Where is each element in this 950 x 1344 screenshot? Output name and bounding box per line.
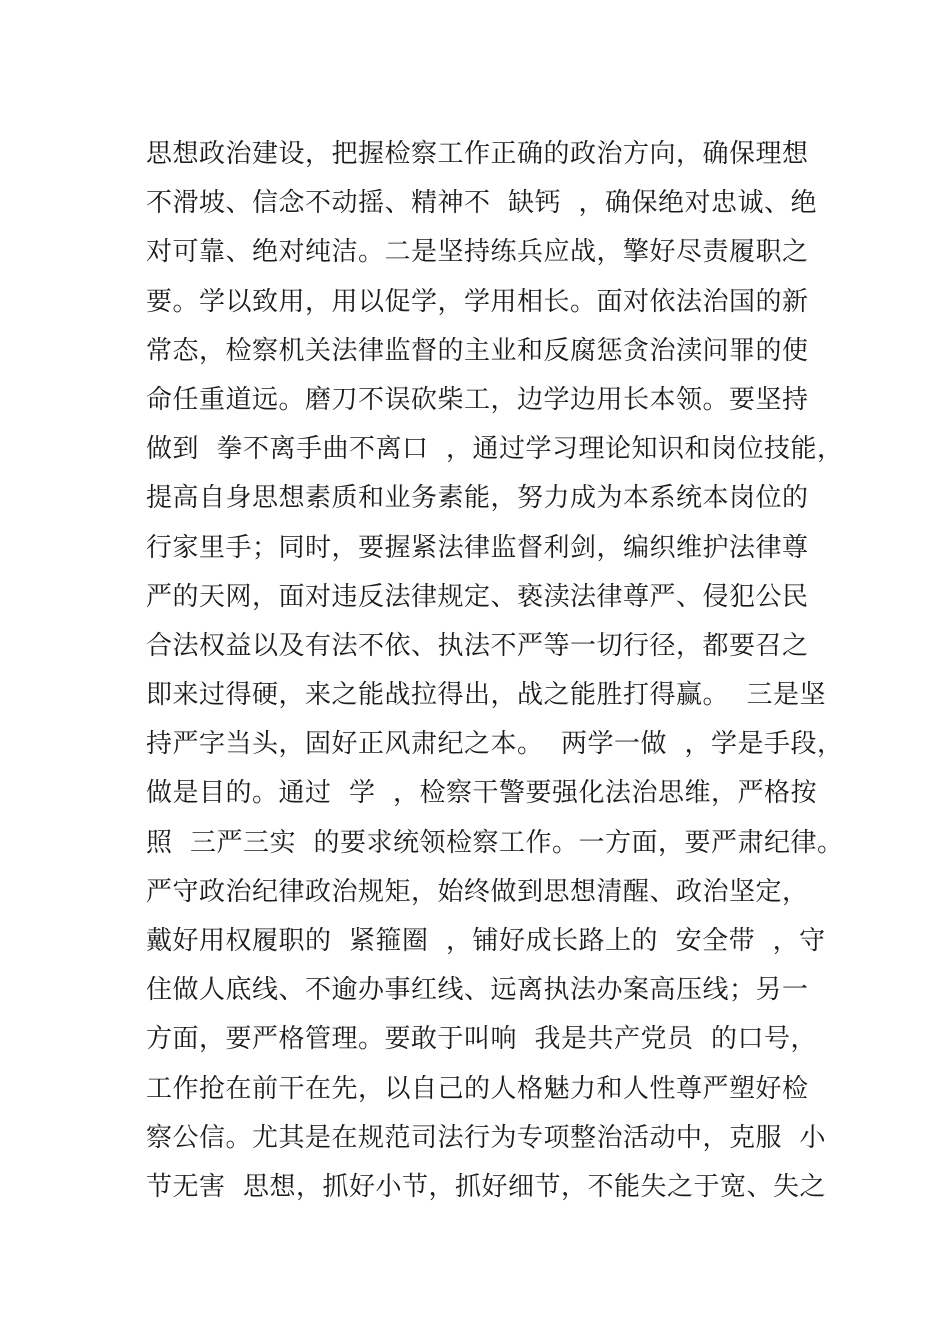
text-line: 合法权益以及有法不依、执法不严等一切行径，都要召之	[146, 630, 809, 661]
text-line: 方面，要严格管理。要敢于叫响 我是共产党员 的口号，	[146, 1024, 818, 1055]
text-line: 戴好用权履职的 紧箍圈 ，铺好成长路上的 安全带 ，守	[146, 926, 826, 956]
text-line: 行家里手；同时，要握紧法律监督利剑，编织维护法律尊	[146, 532, 809, 563]
text-line: 提高自身思想素质和业务素能，努力成为本系统本岗位的	[146, 483, 809, 514]
text-line: 即来过得硬，来之能战拉得出，战之能胜打得赢。 三是坚	[146, 680, 827, 711]
text-line: 严的天网，面对违反法律规定、亵渎法律尊严、侵犯公民	[146, 581, 809, 612]
text-line: 对可靠、绝对纯洁。二是坚持练兵应战，擎好尽责履职之	[146, 237, 809, 268]
text-line: 做到 拳不离手曲不离口 ，通过学习理论知识和岗位技能，	[146, 434, 844, 465]
text-line: 察公信。尤其是在规范司法行为专项整治活动中，克服 小	[146, 1122, 827, 1153]
text-line: 做是目的。通过 学 ，检察干警要强化法治思维，严格按	[146, 778, 818, 809]
text-line: 工作抢在前干在先，以自己的人格魅力和人性尊严塑好检	[146, 1073, 809, 1104]
text-line: 严守政治纪律政治规矩，始终做到思想清醒、政治坚定，	[146, 876, 809, 907]
text-line: 思想政治建设，把握检察工作正确的政治方向，确保理想	[146, 139, 809, 169]
text-line: 持严字当头，固好正风肃纪之本。 两学一做 ，学是手段，	[146, 729, 844, 760]
text-line: 节无害 思想，抓好小节，抓好细节，不能失之于宽、失之	[146, 1171, 827, 1202]
text-line: 住做人底线、不逾办事红线、远离执法办案高压线；另一	[146, 975, 809, 1006]
text-line: 不滑坡、信念不动摇、精神不 缺钙 ，确保绝对忠诚、绝	[146, 188, 818, 219]
body-text	[146, 130, 844, 1212]
text-line: 常态，检察机关法律监督的主业和反腐惩贪治渎问罪的使	[146, 335, 809, 366]
text-line: 命任重道远。磨刀不误砍柴工，边学边用长本领。要坚持	[146, 384, 809, 415]
text-line: 要。学以致用，用以促学，学用相长。面对依法治国的新	[146, 286, 809, 317]
text-line: 照 三严三实 的要求统领检察工作。一方面，要严肃纪律。	[146, 827, 844, 858]
